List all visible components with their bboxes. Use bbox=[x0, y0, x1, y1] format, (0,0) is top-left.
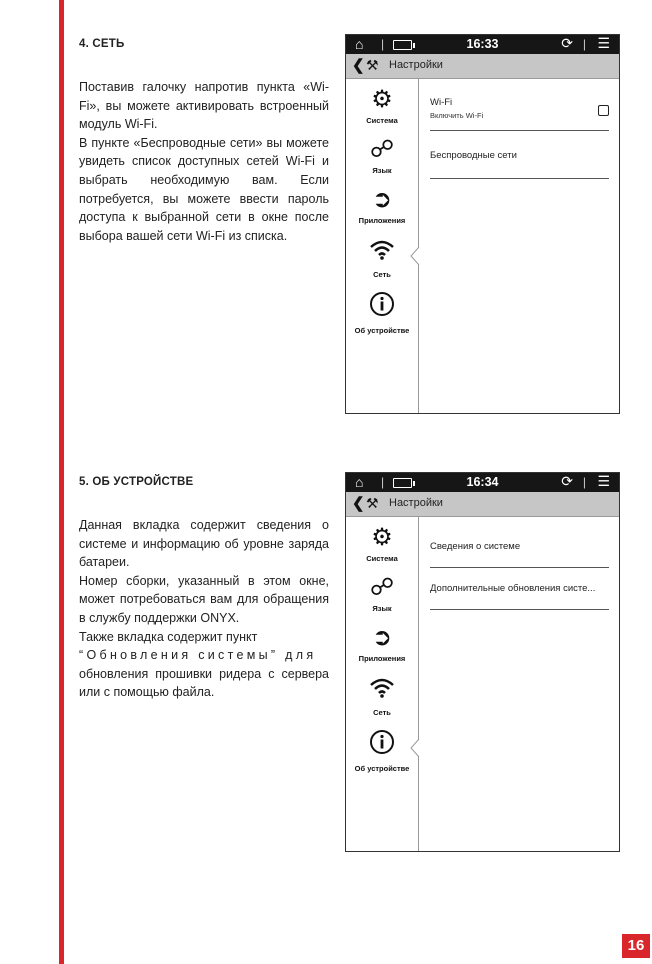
system-info-row[interactable] bbox=[430, 541, 609, 568]
selection-pointer bbox=[410, 247, 420, 265]
sidebar-item-language[interactable] bbox=[346, 575, 418, 613]
sidebar-item-about-device[interactable] bbox=[346, 729, 418, 773]
section-title: 5. ОБ УСТРОЙСТВЕ bbox=[79, 476, 194, 488]
wireless-networks-row[interactable] bbox=[430, 150, 609, 179]
info-icon bbox=[346, 729, 418, 761]
paragraph: Данная вкладка содержит сведения о системе и информацию об уровне заряда батареи. bbox=[79, 518, 329, 570]
sidebar-item-label: Приложения bbox=[358, 654, 406, 663]
section-network bbox=[79, 38, 329, 245]
sidebar-item-label: Об устройстве bbox=[354, 326, 410, 335]
sidebar-item-label: Язык bbox=[372, 604, 392, 613]
section-about-device bbox=[79, 476, 329, 702]
sidebar-item-applications[interactable] bbox=[346, 625, 418, 663]
settings-tools-icon: ⚒ bbox=[366, 495, 379, 511]
paragraph-line: обновления прошивки ридера с сервера или с помощью файла. bbox=[79, 666, 329, 700]
page-number: 16 bbox=[622, 934, 650, 958]
title-bar bbox=[346, 492, 619, 517]
row-title: Беспроводные сети bbox=[430, 150, 517, 161]
additional-updates-row[interactable] bbox=[430, 583, 609, 610]
sidebar-item-label: Язык bbox=[372, 166, 392, 175]
selection-pointer bbox=[410, 739, 420, 757]
sidebar-item-about-device[interactable] bbox=[346, 291, 418, 335]
refresh-icon[interactable]: ⟳ bbox=[561, 473, 573, 489]
home-icon[interactable]: ⌂ bbox=[355, 36, 364, 52]
device-screen-network bbox=[345, 34, 620, 414]
wifi-row[interactable] bbox=[430, 97, 609, 131]
home-icon[interactable]: ⌂ bbox=[355, 474, 364, 490]
row-title: Wi-Fi bbox=[430, 97, 453, 108]
settings-sidebar bbox=[346, 79, 419, 413]
sidebar-item-label: Сеть bbox=[373, 708, 391, 717]
wifi-checkbox[interactable] bbox=[598, 105, 609, 116]
row-subtitle: Включить Wi-Fi bbox=[430, 111, 484, 120]
page-title: Настройки bbox=[389, 497, 443, 509]
language-globe-icon: ☍ bbox=[369, 136, 395, 163]
divider: | bbox=[582, 37, 586, 51]
sidebar-item-language[interactable] bbox=[346, 137, 418, 175]
divider: | bbox=[582, 475, 586, 489]
divider: | bbox=[381, 37, 385, 51]
settings-tools-icon: ⚒ bbox=[366, 57, 379, 73]
sidebar-item-system[interactable] bbox=[346, 87, 418, 125]
menu-list-icon[interactable]: ☰ bbox=[597, 35, 610, 51]
paragraph bbox=[79, 628, 329, 702]
page-title: Настройки bbox=[389, 59, 443, 71]
paragraph-line: “Обновления системы” для bbox=[79, 648, 317, 663]
clock: 16:34 bbox=[466, 475, 499, 489]
system-settings-icon: ⚙ bbox=[371, 524, 393, 551]
wifi-icon bbox=[346, 677, 418, 705]
sidebar-item-system[interactable] bbox=[346, 525, 418, 563]
status-bar bbox=[346, 35, 619, 54]
row-title: Сведения о системе bbox=[430, 541, 521, 552]
paragraph: В пункте «Беспроводные сети» вы можете увидеть список доступных сетей Wi-Fi и выбрать необходимую вам. Если потребуется, вы можете ввести пароль доступа к выбранной сети в окне после выбора вашей сети Wi-Fi из списка. bbox=[79, 135, 329, 243]
paragraph-line: Также вкладка содержит пункт bbox=[79, 629, 258, 644]
info-icon bbox=[346, 291, 418, 323]
back-icon[interactable]: ❮ bbox=[352, 495, 365, 512]
paragraph: Поставив галочку напротив пункта «Wi-Fi», вы можете активировать встроенный модуль Wi-Fi. bbox=[79, 80, 329, 132]
sidebar-item-network[interactable] bbox=[346, 239, 418, 279]
language-globe-icon: ☍ bbox=[369, 574, 395, 601]
paragraph: Номер сборки, указанный в этом окне, может потребоваться вам для обращения в службу поддержки ONYX. bbox=[79, 573, 329, 625]
applications-exit-icon: ➲ bbox=[371, 186, 393, 213]
divider: | bbox=[381, 475, 385, 489]
clock: 16:33 bbox=[466, 37, 499, 51]
sidebar-item-label: Об устройстве bbox=[354, 764, 410, 773]
row-title: Дополнительные обновления систе... bbox=[430, 583, 596, 594]
settings-sidebar bbox=[346, 517, 419, 851]
sidebar-item-applications[interactable] bbox=[346, 187, 418, 225]
sidebar-item-label: Сеть bbox=[373, 270, 391, 279]
section-title: 4. СЕТЬ bbox=[79, 38, 125, 50]
system-settings-icon: ⚙ bbox=[371, 86, 393, 113]
applications-exit-icon: ➲ bbox=[371, 624, 393, 651]
menu-list-icon[interactable]: ☰ bbox=[597, 473, 610, 489]
sidebar-item-label: Система bbox=[366, 554, 398, 563]
sidebar-item-network[interactable] bbox=[346, 677, 418, 717]
wifi-icon bbox=[346, 239, 418, 267]
sidebar-item-label: Приложения bbox=[358, 216, 406, 225]
back-icon[interactable]: ❮ bbox=[352, 57, 365, 74]
device-screen-about bbox=[345, 472, 620, 852]
refresh-icon[interactable]: ⟳ bbox=[561, 35, 573, 51]
title-bar bbox=[346, 54, 619, 79]
sidebar-item-label: Система bbox=[366, 116, 398, 125]
red-margin-bar bbox=[59, 0, 64, 964]
status-bar bbox=[346, 473, 619, 492]
